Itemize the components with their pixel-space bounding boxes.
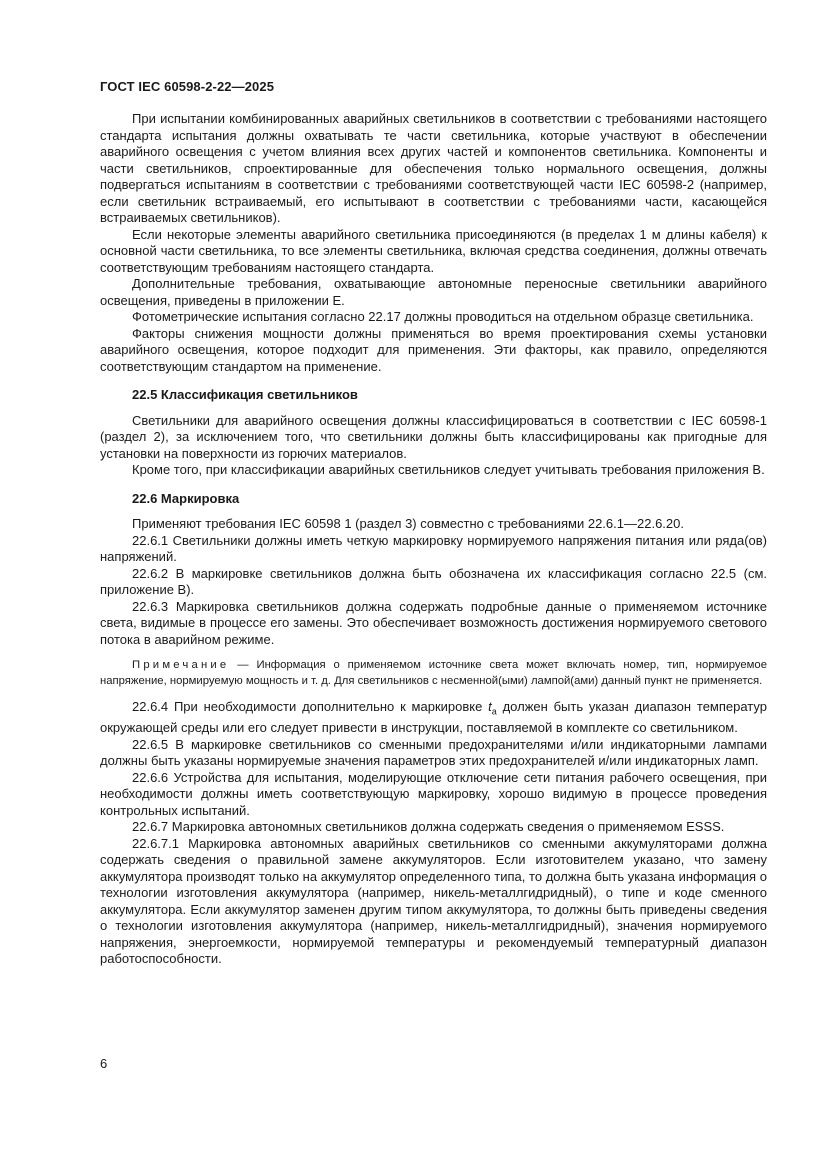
- paragraph-22-6-4-after: должен быть указан диапазон температур окружающей среды или его следует привести в инструкции, поставляемой в комплекте со светильником.: [100, 699, 767, 736]
- paragraph-intro-3: Дополнительные требования, охватывающие автономные переносные светильники аварийного освещения, приведены в приложении E.: [100, 276, 767, 308]
- paragraph-intro-1: При испытании комбинированных аварийных светильников в соответствии с требованиями настоящего стандарта испытания должны охватывать те части светильника, которые участвуют в обеспечении аварийного освещения с учетом влияния всех других частей и компонентов светильника. Компоненты и части светильников, спроектированные для обеспечения только нормального освещения, должны подвергаться испытаниям в соответствии с требованиями соответствующей части IEC 60598-2 (например, если светильник встраиваемый, его испытывают в соответствии с требованиями части, касающейся встраиваемых светильников).: [100, 111, 767, 225]
- paragraph-22-6-6: 22.6.6 Устройства для испытания, моделирующие отключение сети питания рабочего освещения, при необходимости должны иметь соответствующую маркировку, хорошо видимую в процессе проведения контрольных испытаний.: [100, 769, 767, 818]
- section-heading-22-6: 22.6 Маркировка: [132, 490, 240, 506]
- document-header: ГОСТ IEC 60598-2-22—2025: [100, 79, 275, 94]
- ambient-temperature-symbol: [488, 699, 497, 717]
- symbol-subscript-a: a: [491, 706, 497, 717]
- paragraph-22-6-5: 22.6.5 В маркировке светильников со сменными предохранителями и/или индикаторными лампами должны быть указаны нормируемые значения параметров этих предохранителей и/или индикаторных ламп.: [100, 736, 767, 769]
- paragraph-22-6-4-before: 22.6.4 При необходимости дополнительно к маркировке: [132, 699, 489, 714]
- note: [100, 658, 767, 689]
- paragraph-22-6-3: 22.6.3 Маркировка светильников должна содержать подробные данные о применяемом источнике света, видимые в процессе его замены. Это обеспечивает возможность достижения нормируемого светового потока в аварийном режиме.: [100, 598, 767, 647]
- paragraph-intro-2: Если некоторые элементы аварийного светильника присоединяются (в пределах 1 м длины кабеля) к основной части светильника, то все элементы светильника, включая средства соединения, должны отвечать соответствующим требованиям настоящего стандарта.: [100, 226, 767, 275]
- symbol-t: t: [488, 699, 492, 714]
- paragraph-intro-5: Факторы снижения мощности должны применяться во время проектирования схемы установки аварийного освещения, которое подходит для применения. Эти факторы, как правило, определяются соответствующим стандартом на применение.: [100, 325, 767, 374]
- paragraph-22-6-1: 22.6.1 Светильники должны иметь четкую маркировку нормируемого напряжения питания или ряда(ов) напряжений.: [100, 532, 767, 564]
- section-heading-22-5: 22.5 Классификация светильников: [132, 387, 358, 402]
- paragraph-22-6-4: [100, 699, 767, 737]
- paragraph-22-6-7: 22.6.7 Маркировка автономных светильников должна содержать сведения о применяемом ESSS.: [132, 819, 725, 835]
- note-label: Примечание: [132, 659, 230, 671]
- paragraph-22-6-7-1: 22.6.7.1 Маркировка автономных аварийных светильников со сменными аккумуляторами должна содержать сведения о правильной замене аккумуляторов. Если изготовителем указано, что замену аккумулятора производят только на аккумулятор определенного типа, то должна быть указана информация о технологии изготовления аккумулятора (например, никель-металлгидридный), о типе и коде сменного аккумулятора. Если аккумулятор заменен другим типом аккумулятора, то должны быть приведены сведения о технологии изготовления аккумулятора (например, никель-металлгидридный), значения нормируемого напряжения, энергоемкости, нормируемой температуры и рекомендуемый температурный диапазон работоспособности.: [100, 835, 767, 967]
- paragraph-22-5-1: Светильники для аварийного освещения должны классифицироваться в соответствии с IEC 60598-1 (раздел 2), за исключением того, что светильники должны быть классифицированы как пригодные для установки на поверхности из горючих материалов.: [100, 412, 767, 461]
- page-number: 6: [100, 1056, 108, 1071]
- paragraph-22-5-2: Кроме того, при классификации аварийных светильников следует учитывать требования приложения B.: [132, 462, 765, 477]
- document-body: [100, 111, 767, 968]
- paragraph-intro-4: Фотометрические испытания согласно 22.17 должны проводиться на отдельном образце светильника.: [132, 309, 754, 324]
- paragraph-22-6-2: 22.6.2 В маркировке светильников должна быть обозначена их классификация согласно 22.5 (см. приложение B).: [100, 565, 767, 597]
- paragraph-22-6-intro: Применяют требования IEC 60598 1 (раздел 3) совместно с требованиями 22.6.1—22.6.20.: [132, 516, 684, 531]
- note-text: — Информация о применяемом источнике света может включать номер, тип, нормируемое напряжение, нормируемую мощность и т. д. Для светильников с несменной(ыми) лампой(ами) данный пункт не применяется.: [100, 659, 767, 687]
